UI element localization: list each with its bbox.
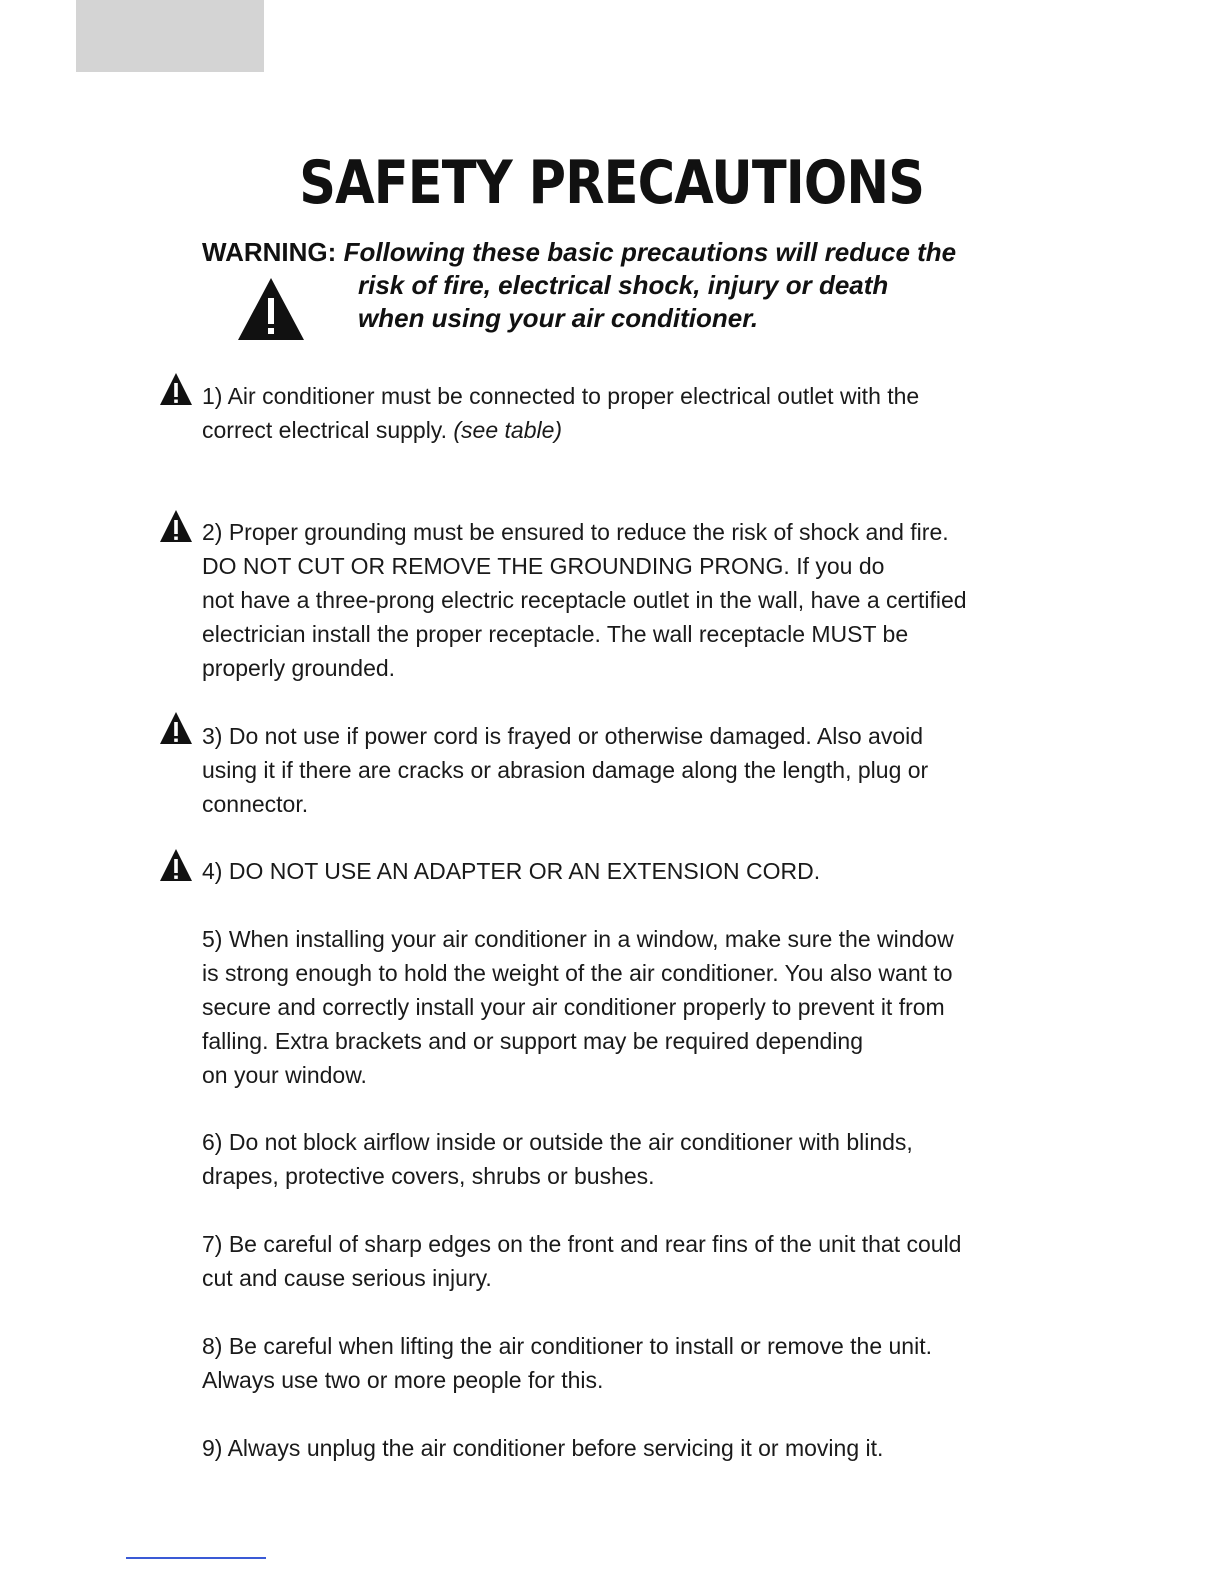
precaution-item-5 [202,922,1022,1092]
item-1-line-2 [202,413,1022,447]
item-2-line-3: not have a three-prong electric receptacle outlet in the wall, have a certified [202,587,967,613]
warning-triangle-icon [159,509,193,543]
see-table-note: (see table) [453,417,563,443]
item-8-line-2: Always use two or more people for this. [202,1367,604,1393]
warning-triangle-icon [238,278,304,340]
warning-triangle-icon [159,711,193,745]
item-5-line-2: is strong enough to hold the weight of the air conditioner. You also want to [202,960,953,986]
warning-line-1 [202,236,1102,269]
precaution-item-8 [202,1329,1022,1397]
warning-text-1: Following these basic precautions will reduce the [343,237,957,267]
item-9-line-1: 9) Always unplug the air conditioner before servicing it or moving it. [202,1435,884,1461]
item-2-line-4: electrician install the proper receptacle. The wall receptacle MUST be [202,621,909,647]
item-2-line-5: properly grounded. [202,655,396,681]
precaution-item-7 [202,1227,1022,1295]
warning-line-2 [202,269,1102,302]
precaution-item-2 [202,515,1022,685]
item-6-line-2: drapes, protective covers, shrubs or bushes. [202,1163,655,1189]
item-5-line-5: on your window. [202,1062,367,1088]
item-3-line-3: connector. [202,791,309,817]
warning-block [202,236,1102,335]
item-8-line-1: 8) Be careful when lifting the air conditioner to install or remove the unit. [202,1333,932,1359]
warning-triangle-icon [159,372,193,406]
item-1-line-2-text: correct electrical supply. [202,417,454,443]
precaution-item-1 [202,379,1022,447]
item-2-line-1: 2) Proper grounding must be ensured to reduce the risk of shock and fire. [202,519,949,545]
precaution-item-3 [202,719,1022,821]
item-3-line-1: 3) Do not use if power cord is frayed or otherwise damaged. Also avoid [202,723,924,749]
page-corner-tab [76,0,264,72]
item-7-line-2: cut and cause serious injury. [202,1265,492,1291]
item-6-line-1: 6) Do not block airflow inside or outside the air conditioner with blinds, [202,1129,913,1155]
page-title: SAFETY PRECAUTIONS [299,148,925,218]
warning-text-2: risk of fire, electrical shock, injury or death [358,270,889,300]
warning-line-3 [202,302,1102,335]
warning-text-3: when using your air conditioner. [358,303,759,333]
item-5-line-1: 5) When installing your air conditioner in a window, make sure the window [202,926,954,952]
item-5-line-4: falling. Extra brackets and or support may be required depending [202,1028,864,1054]
item-3-line-2: using it if there are cracks or abrasion damage along the length, plug or [202,757,929,783]
item-4-line-1: 4) DO NOT USE AN ADAPTER OR AN EXTENSION CORD. [202,858,821,884]
precaution-item-6 [202,1125,1022,1193]
bottom-rule [126,1557,266,1559]
precaution-item-9 [202,1431,1022,1465]
item-7-line-1: 7) Be careful of sharp edges on the front and rear fins of the unit that could [202,1231,962,1257]
warning-label: WARNING: [202,237,337,267]
warning-triangle-icon [159,848,193,882]
precaution-item-4 [202,854,1022,888]
item-5-line-3: secure and correctly install your air conditioner properly to prevent it from [202,994,945,1020]
item-2-line-2: DO NOT CUT OR REMOVE THE GROUNDING PRONG. If you do [202,553,885,579]
item-1-line-1: 1) Air conditioner must be connected to proper electrical outlet with the [202,383,920,409]
